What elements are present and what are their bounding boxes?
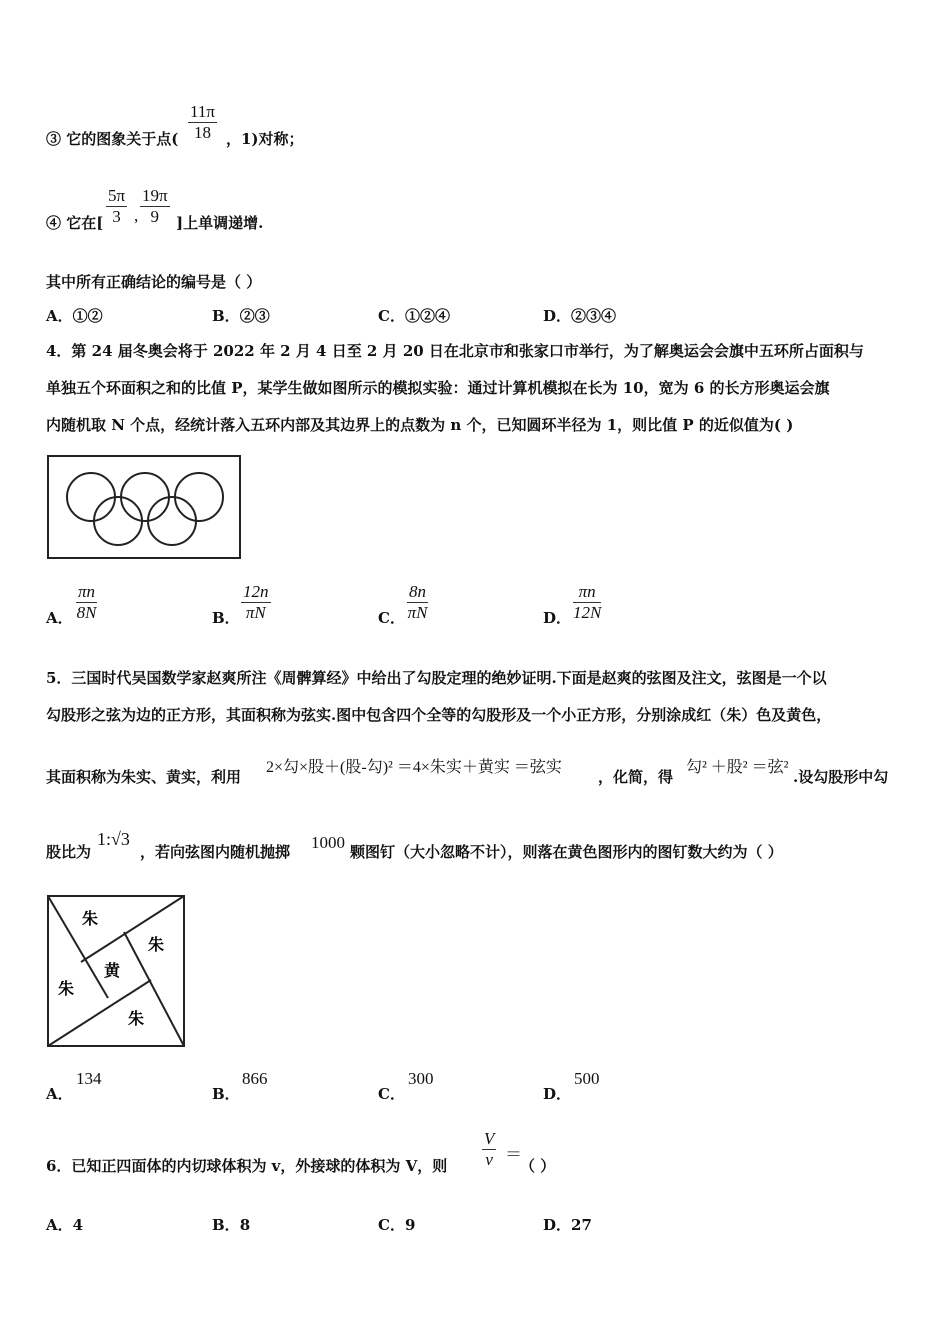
q4-option-b-label: B． [212,609,240,627]
q4-option-c-fraction: $\frac{8n}{\pi N}$ [407,582,428,622]
stmt4-suffix: ]上单调递增. [176,214,264,232]
stmt3-prefix: ③ 它的图象关于点( [46,130,179,148]
flag-rectangle [48,456,240,558]
ring-1 [67,473,115,521]
q6-option-c: C．9 [378,1216,416,1234]
q6-option-b: B．8 [212,1216,251,1234]
q4-option-a-fraction: $\frac{\pi n}{8N}$ [76,582,97,622]
q5-option-b-value: 866 [242,1069,268,1088]
ring-2 [121,473,169,521]
q5-line3-c: .设勾股形中勾 [793,768,889,786]
stmt3-fraction [188,102,217,143]
q6-frac-den: v [485,1150,493,1169]
q4-option-d-fraction: $\frac{\pi n}{12N}$ [573,582,602,622]
label-right: 朱 [148,935,165,954]
stmt4-frac2 [140,186,170,227]
item3-option-b: B．②③ [212,307,270,325]
q5-option-a-label: A． [46,1085,73,1103]
stmt4-frac1-num: 5π [108,186,126,205]
q4-line2: 单独五个环面积之和的比值 P，某学生做如图所示的模拟实验：通过计算机模拟在长为 10，宽为 6 的长方形奥运会旗 [46,379,830,397]
ring-4 [94,497,142,545]
q5-option-d-value: 500 [574,1069,600,1088]
stmt3-frac-num: 11π [190,102,215,121]
q5-formula2: 勾² ＋股² ＝弦² [686,759,789,776]
q6-option-d: D．27 [543,1216,592,1234]
label-bottom: 朱 [128,1009,145,1028]
stmt3-frac-den: 18 [193,123,211,142]
triangle-edge-1 [48,896,108,998]
item3-option-d: D．②③④ [543,307,617,325]
item3-option-a: A．①② [46,307,103,325]
ring-5 [148,497,196,545]
q5-line3-b: ，化简，得 [598,768,674,786]
q6-option-a: A．4 [46,1216,84,1234]
q5-formula1: 2×勾×股＋(股-勾)² ＝4×朱实＋黄实 ＝弦实 [266,759,562,776]
label-top: 朱 [82,909,99,928]
q5-ratio: 1:√3 [97,829,130,849]
q5-count: 1000 [311,833,345,852]
q6-equals: ＝ [505,1145,522,1164]
q4-option-d-label: D． [543,609,572,627]
olympic-flag-diagram [46,454,242,560]
label-left: 朱 [58,979,75,998]
stmt4-frac2-num: 19π [142,186,168,205]
q5-option-b-label: B． [212,1085,240,1103]
q5-line3-a: 其面积称为朱实、黄实，利用 [46,768,242,786]
q5-line4-b: ，若向弦图内随机抛掷 [140,843,291,861]
q5-line4-c: 颗图钉（大小忽略不计），则落在黄色图形内的图钉数大约为（ ） [350,843,783,861]
ring-3 [175,473,223,521]
q4-option-a-label: A． [46,609,73,627]
stmt4-frac1-den: 3 [112,207,121,226]
q4-option-b-fraction: $\frac{12n}{\pi N}$ [243,582,269,622]
stmt4-frac1 [106,186,127,227]
stmt3-suffix: ，1)对称； [226,130,304,148]
triangle-edge-2 [81,896,184,962]
item3-question: 其中所有正确结论的编号是（ ） [46,273,262,291]
q6-fraction [482,1129,496,1170]
label-center: 黄 [104,961,121,980]
q5-option-a-value: 134 [76,1069,102,1088]
hypotenuse-diagram [46,894,186,1048]
q5-line1: 5．三国时代吴国数学家赵爽所注《周髀算经》中给出了勾股定理的绝妙证明.下面是赵爽的弦图及注文，弦图是一个以 [46,669,827,687]
q6-text-a: 6．已知正四面体的内切球体积为 v，外接球的体积为 V，则 [46,1157,448,1175]
q4-option-c-label: C． [378,609,405,627]
stmt4-sep: , [134,206,139,225]
q5-option-d-label: D． [543,1085,572,1103]
q5-line2: 勾股形之弦为边的正方形，其面积称为弦实.图中包含四个全等的勾股形及一个小正方形，分别涂成红（朱）色及黄色， [46,706,832,724]
q5-option-c-value: 300 [408,1069,434,1088]
item3-option-c: C．①②④ [378,307,450,325]
q6-frac-num: V [484,1129,495,1148]
q5-line4-a: 股比为 [46,843,92,861]
q5-option-c-label: C． [378,1085,405,1103]
stmt4-frac2-den: 9 [150,207,160,226]
q4-line3: 内随机取 N 个点，经统计落入五环内部及其边界上的点数为 n 个，已知圆环半径为 1，则比值 P 的近似值为( ) [46,416,794,434]
stmt4-prefix: ④ 它在[ [46,214,104,232]
q4-line1: 4．第 24 届冬奥会将于 2022 年 2 月 4 日至 2 月 20 日在北京市和张家口市举行，为了解奥运会会旗中五环所占面积与 [46,342,864,360]
q6-text-b: （ ） [520,1157,556,1175]
